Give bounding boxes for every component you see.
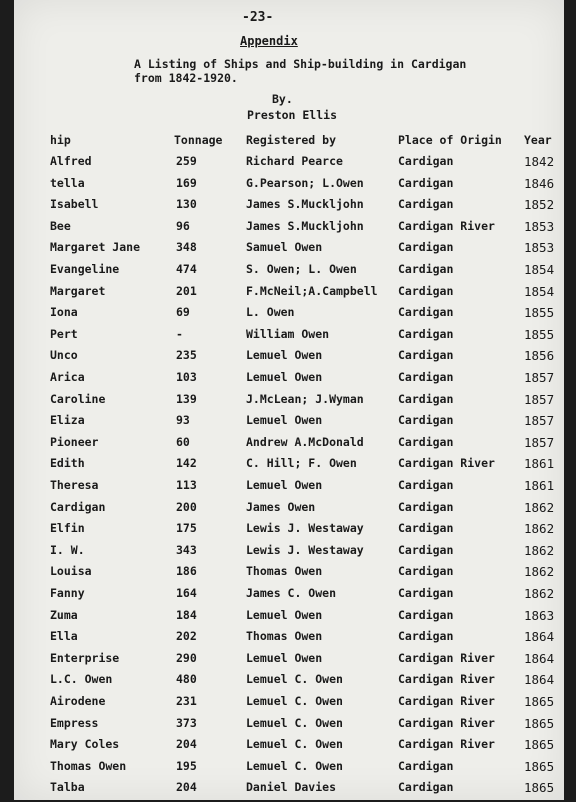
tonnage-cell: 169 — [176, 175, 197, 190]
tonnage-cell: 130 — [176, 197, 197, 212]
place-of-origin-cell: Cardigan — [398, 154, 454, 168]
registered-by-cell: F.McNeil;A.Campbell — [246, 283, 378, 298]
tonnage-cell: 195 — [176, 758, 197, 773]
registered-by-cell: J.McLean; J.Wyman — [246, 391, 364, 406]
place-of-origin-cell: Cardigan — [398, 758, 454, 773]
registered-by-cell: Lemuel Owen — [246, 370, 323, 384]
tonnage-cell: 480 — [176, 672, 197, 687]
tonnage-cell: 69 — [176, 305, 190, 320]
place-of-origin-cell: Cardigan — [398, 499, 454, 514]
ship-name-cell: Enterprise — [50, 650, 120, 665]
tonnage-cell: 60 — [176, 434, 190, 449]
year-cell: 1853 — [524, 218, 555, 234]
place-of-origin-cell: Cardigan — [398, 478, 454, 492]
place-of-origin-cell: Cardigan — [398, 326, 454, 341]
year-cell: 1855 — [524, 326, 555, 342]
header-tonnage: Tonnage — [174, 133, 223, 147]
ship-name-cell: Margaret Jane — [50, 240, 141, 255]
year-cell: 1842 — [524, 154, 555, 169]
table-row — [14, 305, 564, 327]
ship-name-cell: I. W. — [50, 542, 85, 557]
year-cell: 1864 — [524, 650, 555, 666]
ship-name-cell: Isabell — [50, 197, 99, 212]
year-cell: 1862 — [524, 521, 555, 537]
ship-name-cell: Cardigan — [50, 499, 106, 514]
place-of-origin-cell: Cardigan — [398, 262, 454, 276]
place-of-origin-cell: Cardigan River — [398, 650, 495, 665]
registered-by-cell: Lemuel Owen — [246, 348, 323, 363]
tonnage-cell: 113 — [176, 478, 197, 492]
year-cell: 1857 — [524, 413, 555, 429]
registered-by-cell: Lemuel C. Owen — [246, 715, 343, 730]
year-cell: 1861 — [524, 478, 555, 493]
place-of-origin-cell: Cardigan — [398, 521, 454, 536]
year-cell: 1854 — [524, 262, 555, 277]
registered-by-cell: Lemuel Owen — [246, 607, 323, 622]
place-of-origin-cell: Cardigan — [398, 175, 454, 190]
tonnage-cell: 348 — [176, 240, 197, 255]
place-of-origin-cell: Cardigan River — [398, 672, 495, 687]
table-row — [14, 154, 564, 176]
place-of-origin-cell: Cardigan — [398, 197, 454, 212]
ship-name-cell: Mary Coles — [50, 737, 120, 752]
table-row — [14, 392, 564, 414]
tonnage-cell: 235 — [176, 348, 197, 363]
place-of-origin-cell: Cardigan — [398, 780, 454, 795]
registered-by-cell: Lemuel C. Owen — [246, 694, 343, 708]
table-row — [14, 262, 564, 284]
year-cell: 1862 — [524, 586, 555, 601]
place-of-origin-cell: Cardigan — [398, 607, 454, 622]
subtitle-line-2: from 1842-1920. — [134, 71, 238, 85]
registered-by-cell: G.Pearson; L.Owen — [246, 175, 364, 190]
ship-name-cell: Edith — [50, 456, 85, 471]
page-number: -23- — [242, 10, 274, 25]
place-of-origin-cell: Cardigan — [398, 413, 454, 428]
tonnage-cell: 231 — [176, 694, 197, 708]
table-row — [14, 629, 564, 651]
ship-name-cell: Theresa — [50, 478, 99, 492]
registered-by-cell: James Owen — [246, 499, 316, 514]
year-cell: 1852 — [524, 197, 555, 213]
year-cell: 1864 — [524, 629, 555, 645]
table-row — [14, 694, 564, 716]
year-cell: 1853 — [524, 240, 555, 256]
tonnage-cell: 96 — [176, 218, 190, 233]
header-ship: hip — [50, 133, 71, 147]
year-cell: 1862 — [524, 542, 555, 558]
tonnage-cell: 259 — [176, 154, 197, 168]
table-row — [14, 348, 564, 370]
table-row — [14, 564, 564, 586]
year-cell: 1862 — [524, 564, 555, 580]
table-row — [14, 586, 564, 608]
year-cell: 1865 — [524, 780, 555, 796]
place-of-origin-cell: Cardigan River — [398, 715, 495, 730]
registered-by-cell: Thomas Owen — [246, 629, 323, 644]
table-row — [14, 500, 564, 522]
table-row — [14, 219, 564, 241]
tonnage-cell: 164 — [176, 586, 197, 600]
tonnage-cell: 142 — [176, 456, 197, 471]
ship-name-cell: Louisa — [50, 564, 92, 579]
year-cell: 1855 — [524, 305, 555, 321]
ship-name-cell: Margaret — [50, 283, 106, 298]
header-year: Year — [524, 133, 552, 147]
tonnage-cell: 200 — [176, 499, 197, 514]
registered-by-cell: Lemuel C. Owen — [246, 758, 343, 773]
registered-by-cell: Lewis J. Westaway — [246, 542, 364, 557]
by-label: By. — [272, 92, 293, 106]
year-cell: 1865 — [524, 715, 555, 731]
year-cell: 1856 — [524, 348, 555, 364]
ship-name-cell: Evangeline — [50, 262, 120, 276]
registered-by-cell: Lemuel Owen — [246, 650, 323, 665]
document-page — [14, 0, 564, 800]
table-row — [14, 608, 564, 630]
year-cell: 1857 — [524, 370, 555, 385]
registered-by-cell: Lemuel C. Owen — [246, 672, 343, 687]
place-of-origin-cell: Cardigan — [398, 434, 454, 449]
tonnage-cell: 139 — [176, 391, 197, 406]
table-row — [14, 435, 564, 457]
registered-by-cell: Richard Pearce — [246, 154, 343, 168]
tonnage-cell: 103 — [176, 370, 197, 384]
year-cell: 1863 — [524, 607, 555, 623]
tonnage-cell: 175 — [176, 521, 197, 536]
registered-by-cell: William Owen — [246, 326, 330, 341]
table-row — [14, 716, 564, 738]
place-of-origin-cell: Cardigan River — [398, 218, 495, 233]
ship-name-cell: Ella — [50, 629, 78, 644]
registered-by-cell: James C. Owen — [246, 586, 337, 600]
ship-name-cell: tella — [50, 175, 85, 190]
tonnage-cell: 93 — [176, 413, 190, 428]
year-cell: 1857 — [524, 391, 555, 407]
registered-by-cell: Thomas Owen — [246, 564, 323, 579]
tonnage-cell: 474 — [176, 262, 197, 276]
year-cell: 1864 — [524, 672, 555, 688]
page-title: Appendix — [240, 34, 298, 48]
table-row — [14, 197, 564, 219]
place-of-origin-cell: Cardigan — [398, 586, 454, 600]
ship-name-cell: Alfred — [50, 154, 92, 168]
registered-by-cell: James S.Muckljohn — [246, 218, 364, 233]
place-of-origin-cell: Cardigan — [398, 348, 454, 363]
table-row — [14, 543, 564, 565]
registered-by-cell: C. Hill; F. Owen — [246, 456, 357, 471]
tonnage-cell: - — [176, 326, 183, 341]
ship-name-cell: Iona — [50, 305, 78, 320]
registered-by-cell: Lemuel Owen — [246, 413, 323, 428]
year-cell: 1846 — [524, 175, 555, 191]
place-of-origin-cell: Cardigan River — [398, 456, 495, 471]
ship-name-cell: Unco — [50, 348, 78, 363]
place-of-origin-cell: Cardigan — [398, 283, 454, 298]
registered-by-cell: Andrew A.McDonald — [246, 434, 364, 449]
table-row — [14, 413, 564, 435]
tonnage-cell: 373 — [176, 715, 197, 730]
registered-by-cell: L. Owen — [246, 305, 295, 320]
ship-name-cell: L.C. Owen — [50, 672, 113, 687]
ship-name-cell: Pioneer — [50, 434, 99, 449]
year-cell: 1861 — [524, 456, 555, 472]
year-cell: 1865 — [524, 758, 555, 774]
ship-name-cell: Zuma — [50, 607, 78, 622]
table-row — [14, 284, 564, 306]
tonnage-cell: 186 — [176, 564, 197, 579]
table-row — [14, 780, 564, 802]
registered-by-cell: Samuel Owen — [246, 240, 323, 255]
registered-by-cell: Lemuel Owen — [246, 478, 323, 492]
registered-by-cell: Lemuel C. Owen — [246, 737, 343, 752]
place-of-origin-cell: Cardigan — [398, 542, 454, 557]
year-cell: 1865 — [524, 694, 555, 709]
table-row — [14, 759, 564, 781]
table-row — [14, 651, 564, 673]
tonnage-cell: 204 — [176, 737, 197, 752]
header-place-of-origin: Place of Origin — [398, 133, 502, 147]
ship-name-cell: Eliza — [50, 413, 85, 428]
table-row — [14, 370, 564, 392]
ship-name-cell: Elfin — [50, 521, 85, 536]
tonnage-cell: 201 — [176, 283, 197, 298]
ship-name-cell: Caroline — [50, 391, 106, 406]
registered-by-cell: Daniel Davies — [246, 780, 337, 795]
ship-name-cell: Thomas Owen — [50, 758, 127, 773]
table-row — [14, 737, 564, 759]
place-of-origin-cell: Cardigan — [398, 240, 454, 255]
ship-name-cell: Pert — [50, 326, 78, 341]
table-row — [14, 327, 564, 349]
place-of-origin-cell: Cardigan — [398, 629, 454, 644]
place-of-origin-cell: Cardigan — [398, 391, 454, 406]
ship-name-cell: Talba — [50, 780, 85, 795]
ship-name-cell: Bee — [50, 218, 71, 233]
year-cell: 1854 — [524, 283, 555, 299]
place-of-origin-cell: Cardigan River — [398, 694, 495, 708]
place-of-origin-cell: Cardigan — [398, 305, 454, 320]
registered-by-cell: Lewis J. Westaway — [246, 521, 364, 536]
table-row — [14, 176, 564, 198]
ship-name-cell: Empress — [50, 715, 99, 730]
year-cell: 1862 — [524, 499, 555, 515]
registered-by-cell: James S.Muckljohn — [246, 197, 364, 212]
tonnage-cell: 343 — [176, 542, 197, 557]
table-row — [14, 456, 564, 478]
tonnage-cell: 204 — [176, 780, 197, 795]
table-row — [14, 478, 564, 500]
tonnage-cell: 290 — [176, 650, 197, 665]
registered-by-cell: S. Owen; L. Owen — [246, 262, 357, 276]
place-of-origin-cell: Cardigan River — [398, 737, 495, 752]
ship-name-cell: Fanny — [50, 586, 85, 600]
place-of-origin-cell: Cardigan — [398, 370, 454, 384]
year-cell: 1857 — [524, 434, 555, 450]
table-row — [14, 240, 564, 262]
ship-name-cell: Airodene — [50, 694, 106, 708]
author-name: Preston Ellis — [247, 108, 338, 122]
tonnage-cell: 184 — [176, 607, 197, 622]
ship-name-cell: Arica — [50, 370, 85, 384]
subtitle-line-1: A Listing of Ships and Ship-building in Cardigan — [134, 57, 467, 71]
header-registered-by: Registered by — [246, 133, 337, 147]
table-row — [14, 672, 564, 694]
place-of-origin-cell: Cardigan — [398, 564, 454, 579]
tonnage-cell: 202 — [176, 629, 197, 644]
year-cell: 1865 — [524, 737, 555, 753]
table-row — [14, 521, 564, 543]
